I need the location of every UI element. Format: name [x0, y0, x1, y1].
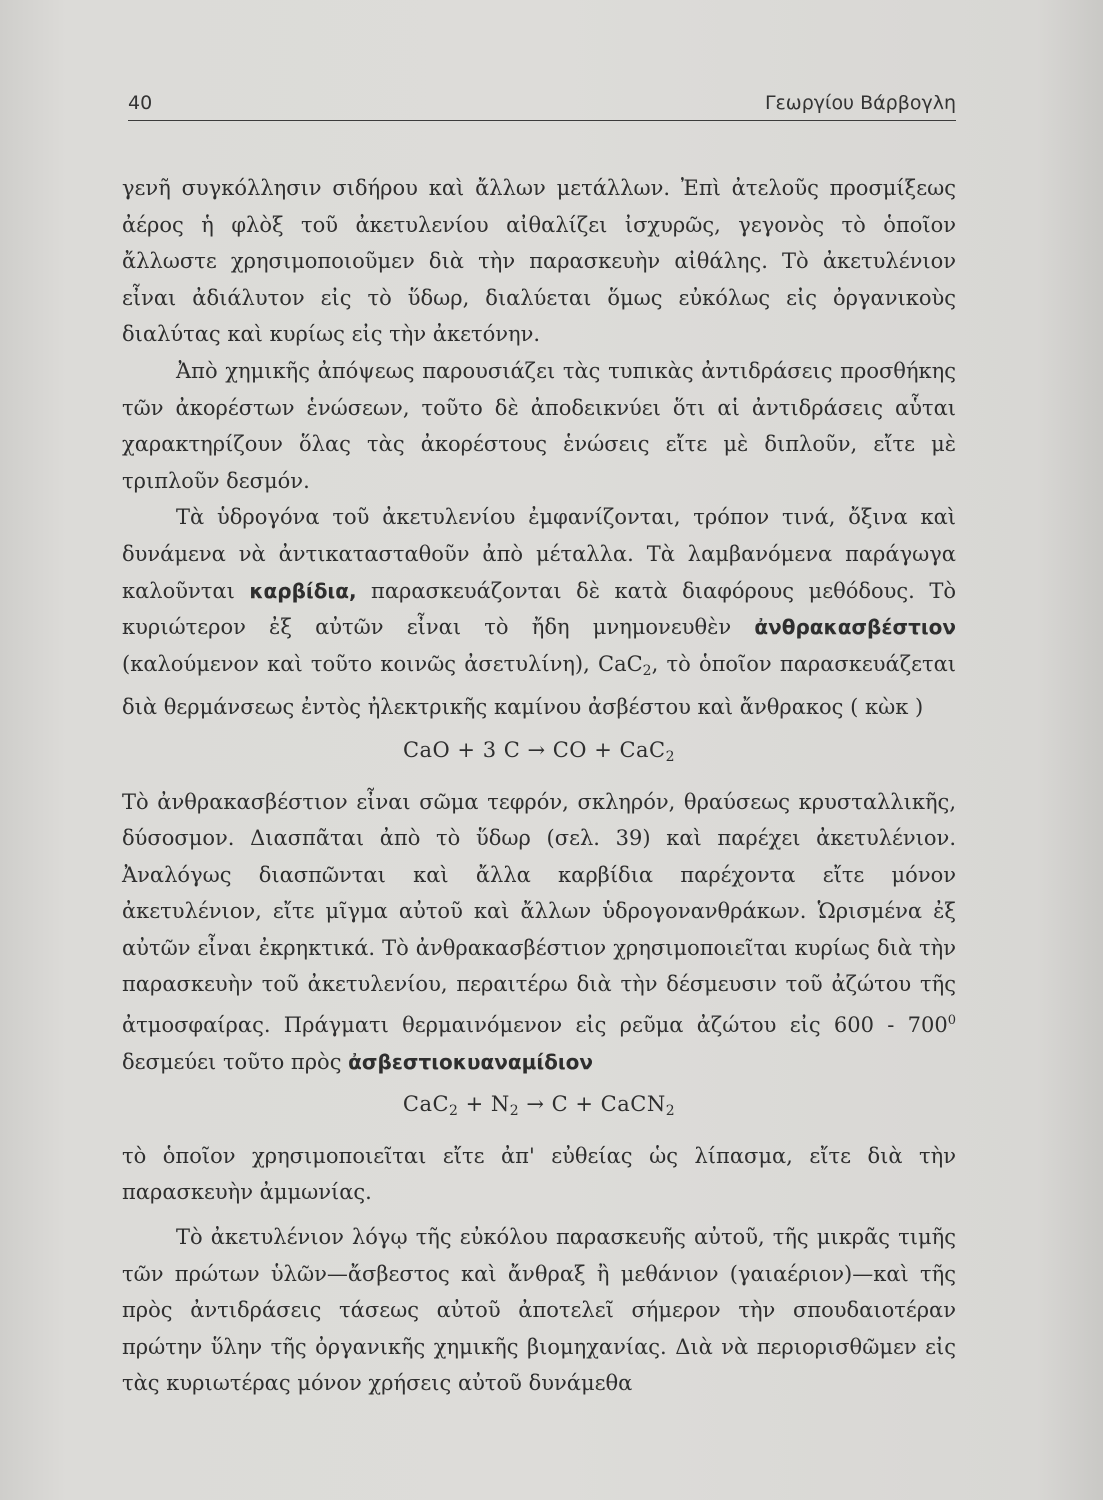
running-head-author: Γεωργίου Βάρβογλη — [764, 92, 956, 114]
page-number: 40 — [128, 92, 153, 114]
paragraph-4 — [122, 784, 956, 1081]
equation-2-c: → C + CaCN — [519, 1092, 666, 1117]
subscript: 2 — [449, 1103, 459, 1120]
paragraph-3-text-e: , τὸ ὁποῖον παρασκευάζεται διὰ θερμάνσεως ἐντὸς ἠλεκτρικῆς καμίνου ἀσβέστου καὶ ἄνθρακος ( κὼκ ) — [122, 651, 956, 720]
equation-2-a: CaC — [402, 1092, 450, 1117]
paragraph-6: Τὸ ἀκετυλένιον λόγῳ τῆς εὐκόλου παρασκευῆς αὐτοῦ, τῆς μικρᾶς τιμῆς τῶν πρώτων ὑλῶν—ἄσβεστος καὶ ἄνθραξ ἢ μεθάνιον (γαιαέριον)—καὶ τῆς πρὸς ἀντιδράσεις τάσεως αὐτοῦ ἀποτελεῖ σήμερον τὴν σπουδαιοτέραν πρώτην ὕλην τῆς ὀργανικῆς χημικῆς βιομηχανίας. Διὰ νὰ περιορισθῶμεν εἰς τὰς κυριωτέρας μόνον χρήσεις αὐτοῦ δυνάμεθα — [122, 1225, 956, 1396]
equation-1 — [122, 732, 956, 776]
subscript: 2 — [509, 1103, 520, 1120]
equation-2-b: + N — [458, 1092, 510, 1117]
paragraph-5: τὸ ὁποῖον χρησιμοποιεῖται εἴτε ἀπ' εὐθείας ὡς λίπασμα, εἴτε διὰ τὴν παρασκευὴν ἀμμωνίας. — [122, 1143, 956, 1205]
paragraph-3-text-d: (καλούμενον καὶ τοῦτο κοινῶς ἀσετυλίνη), CaC — [122, 651, 643, 676]
page-body — [122, 170, 956, 1402]
paragraph-4-text-b: δεσμεύει τοῦτο πρὸς — [122, 1049, 349, 1074]
term-calcium-cyanamide: ἀσβεστιοκυαναμίδιον — [348, 1049, 594, 1074]
paragraph-gap — [122, 1211, 956, 1219]
equation-2 — [122, 1086, 956, 1130]
superscript-degree: 0 — [947, 1013, 956, 1029]
equation-1-text: CaO + 3 C → CO + CaC — [402, 737, 666, 762]
subscript: 2 — [665, 1103, 676, 1120]
term-carbides: καρβίδια, — [249, 578, 357, 603]
paragraph-4-text-a: Τὸ ἀνθρακασβέστιον εἶναι σῶμα τεφρόν, σκληρόν, θραύσεως κρυσταλλικῆς, δύσοσμον. Διασπᾶται ἀπὸ τὸ ὕδωρ (σελ. 39) καὶ παρέχει ἀκετυλένιον. Ἀναλόγως διασπῶνται καὶ ἄλλα καρβίδια παρέχοντα εἴτε μόνον ἀκετυλένιον, εἴτε μῖγμα αὐτοῦ καὶ ἄλλων ὑδρογονανθράκων. Ὡρισμένα ἐξ αὐτῶν εἶναι ἐκρηκτικά. Τὸ ἀνθρακασβέστιον χρησιμοποιεῖται κυρίως διὰ τὴν παρασκευὴν τοῦ ἀκετυλενίου, περαιτέρω διὰ τὴν δέσμευσιν τοῦ ἀζώτου τῆς ἀτμοσφαίρας. Πράγματι θερμαινόμενον εἰς ρεῦμα ἀζώτου εἰς 600 - 700 — [122, 789, 956, 1038]
paragraph-1: γενῆ συγκόλλησιν σιδήρου καὶ ἄλλων μετάλλων. Ἐπὶ ἀτελοῦς προσμίξεως ἀέρος ἡ φλὸξ τοῦ ἀκετυλενίου αἰθαλίζει ἰσχυρῶς, γεγονὸς τὸ ὁποῖον ἄλλωστε χρησιμοποιοῦμεν διὰ τὴν παρασκευὴν αἰθάλης. Τὸ ἀκετυλένιον εἶναι ἀδιάλυτον εἰς τὸ ὕδωρ, διαλύεται ὅμως εὐκόλως εἰς ὀργανικοὺς διαλύτας καὶ κυρίως εἰς τὴν ἀκετόνην. — [122, 176, 956, 347]
subscript: 2 — [665, 748, 676, 765]
term-calcium-carbide: ἀνθρακασβέστιον — [754, 615, 956, 640]
paragraph-3-text-c: παρασκευάζονται δὲ κατὰ διαφόρους μεθόδους. Τὸ κυριώτερον ἐξ αὐτῶν εἶναι τὸ ἤδη μνημονευθὲν — [122, 578, 956, 640]
subscript: 2 — [642, 662, 652, 679]
paragraph-3-text-a: Τὰ ὑδρογόνα τοῦ ἀκετυλενίου ἐμφανίζονται, τρόπον τινά, ὄξινα καὶ δυνάμενα νὰ ἀντικατασταθοῦν ἀπὸ μέταλλα. Τὰ λαμβανόμενα παράγωγα καλοῦνται — [122, 505, 956, 603]
paragraph-3 — [122, 499, 956, 726]
paragraph-2: Ἀπὸ χημικῆς ἀπόψεως παρουσιάζει τὰς τυπικὰς ἀντιδράσεις προσθήκης τῶν ἀκορέστων ἑνώσεων, τοῦτο δὲ ἀποδεικνύει ὅτι αἱ ἀντιδράσεις αὗται χαρακτηρίζουν ὅλας τὰς ἀκορέστους ἑνώσεις εἴτε μὲ διπλοῦν, εἴτε μὲ τριπλοῦν δεσμόν. — [122, 358, 956, 493]
running-header — [128, 92, 956, 121]
